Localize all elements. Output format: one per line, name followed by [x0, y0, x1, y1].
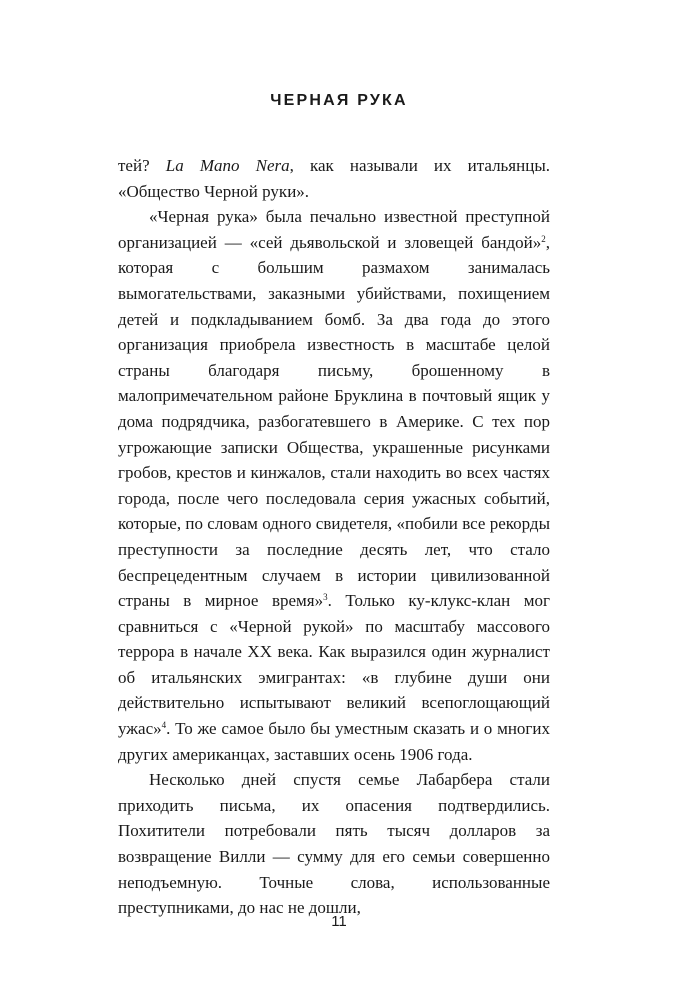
text-run: , которая с большим размахом занималась вымогательствами, заказными убийствами, похищением детей и подкладыванием бомб. За два года до этого организация приобрела известность в масштабе целой страны благодаря письму, брошенному в малопримечательном районе Бруклина в почтовый ящик у дома подрядчика, разбогатевшего в Америке. С тех пор угрожающие записки Общества, украшенные рисунками гробов, крестов и кинжалов, стали находить во всех частях города, после чего последовала серия ужасных событий, которые, по словам одного свидетеля, «побили все рекорды преступности за последние десять лет, что стало беспрецедентным случаем в истории цивилизованной страны в мирное время» [118, 232, 550, 611]
text-run: . Только ку-клукс-клан мог сравниться с «Черной рукой» по масштабу массового террора в начале XX века. Как выразился один журналист об итальянских эмигрантах: «в глубине души они действительно испытывают великий всепоглощающий ужас» [118, 591, 550, 739]
text-run: Несколько дней спустя семье Лабарбера стали приходить письма, их опасения подтвердились. Похитители потребовали пять тысяч долларов за возвращение Вилли — сумму для его семьи совершенно неподъемную. Точные слова, использованные преступниками, до нас не дошли, [118, 770, 550, 918]
paragraph [118, 767, 550, 921]
footnote-ref[interactable]: 3 [323, 592, 328, 603]
paragraph [118, 204, 550, 767]
footnote-ref[interactable]: 4 [161, 720, 167, 731]
text-run: , как называли их итальянцы. «Общество Черной руки». [118, 156, 550, 201]
paragraph-continuation [118, 153, 550, 204]
text-run: . То же самое было бы уместным сказать и о многих других американцах, заставших осень 1906 года. [118, 719, 550, 764]
body-text [118, 153, 550, 921]
italic-phrase: La Mano Nera [165, 156, 290, 175]
running-head: ЧЕРНАЯ РУКА [270, 92, 408, 109]
footnote-ref[interactable]: 2 [541, 233, 546, 244]
text-run: «Черная рука» была печально известной преступной организацией — «сей дьявольской и зловещей бандой» [118, 207, 550, 252]
page-number: 11 [331, 913, 347, 930]
text-run: тей? [118, 156, 166, 175]
